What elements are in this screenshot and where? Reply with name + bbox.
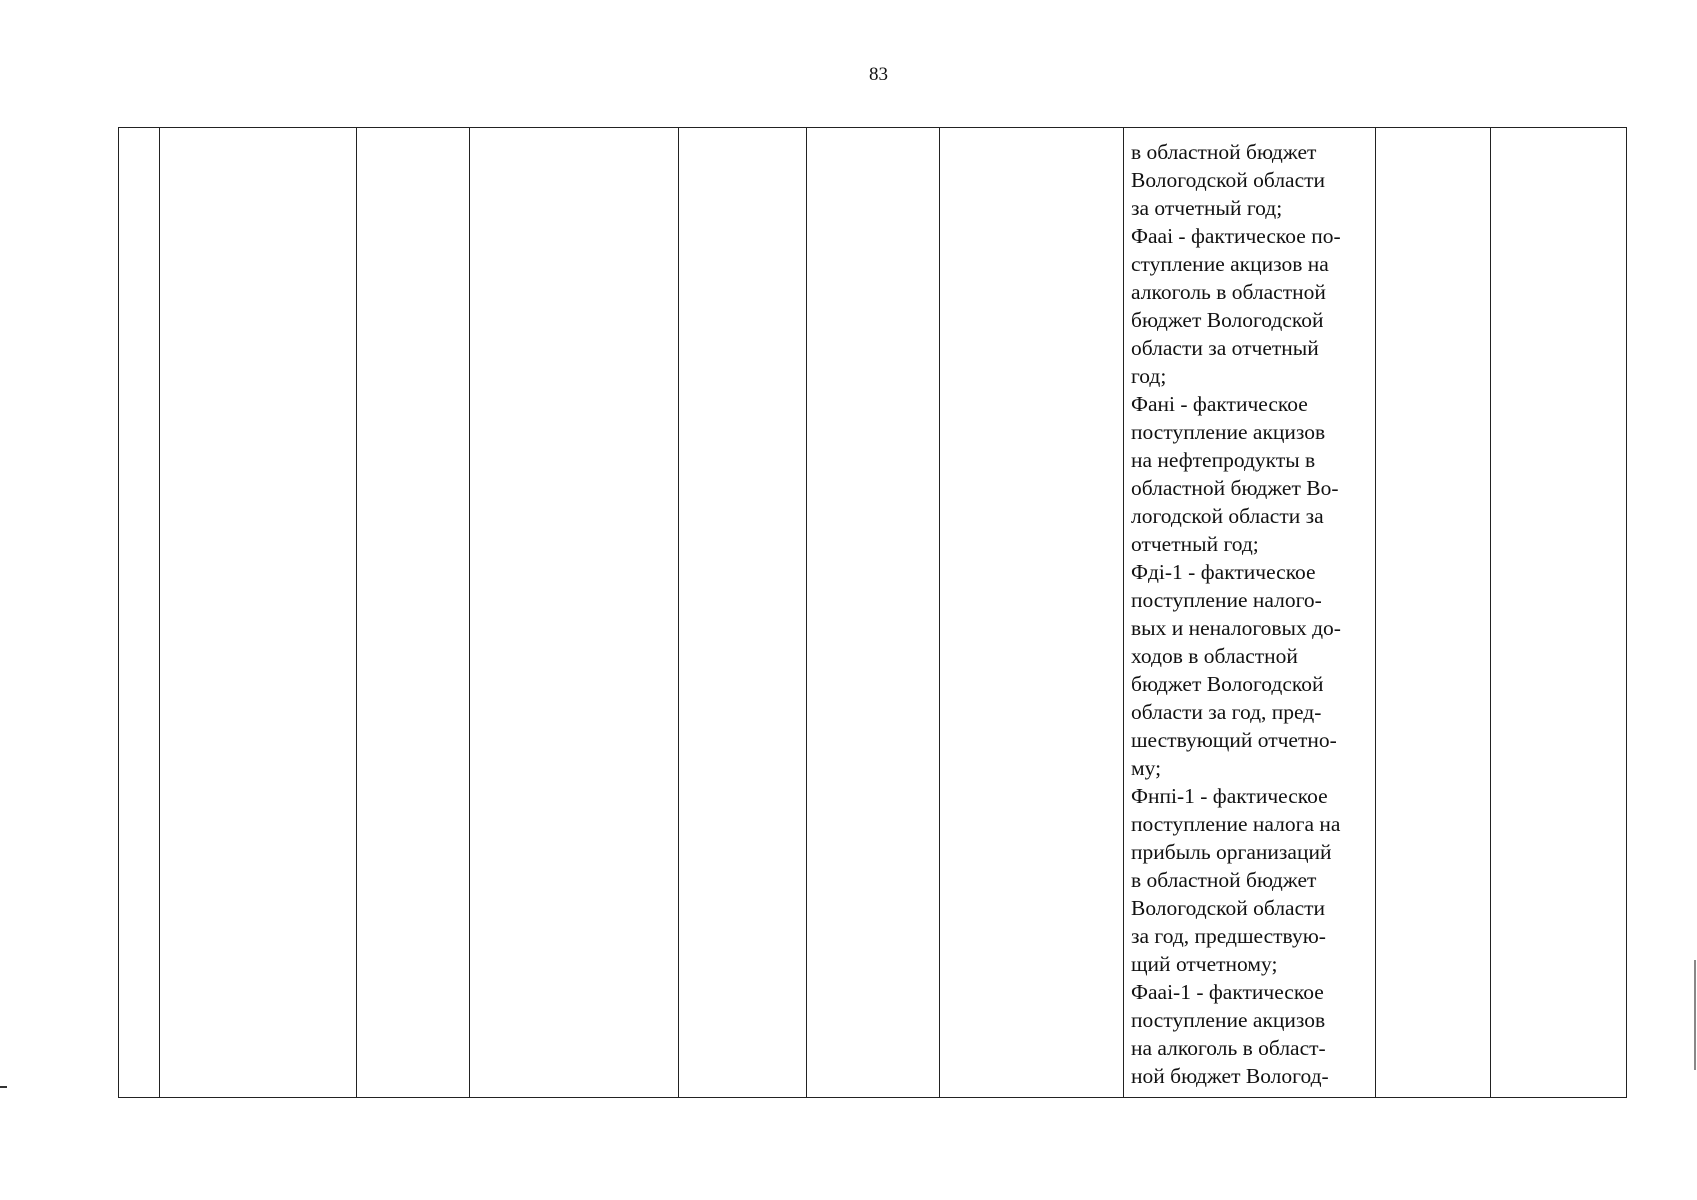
document-table	[118, 127, 1627, 1098]
table-cell-7	[940, 128, 1124, 1098]
table-cell-4	[470, 128, 679, 1098]
page-number: 83	[869, 64, 888, 85]
table-cell-10	[1491, 128, 1627, 1098]
table-cell-3	[357, 128, 470, 1098]
formula-description-cell: в областной бюджет Вологодской области за отчетный год; Фааі - фактическое по- ступление акцизов на алкоголь в областной бюджет Вологодской области за отчетный год; Фанi - фактическое поступление акцизов на нефтепродукты в областной бюджет Во- логодской области за отчетный год; Фдi-1 - фактическое поступление налого- вых и неналоговых до- ходов в областной бюджет Вологодской области за год, пред- шествующий отчетно- му; Фнпi-1 - фактическое поступление налога на прибыль организаций в областной бюджет Вологодской области за год, предшествую- щий отчетному; Фааi-1 - фактическое поступление акцизов на алкоголь в област- ной бюджет Вологод-	[1124, 128, 1376, 1098]
table-cell-5	[679, 128, 807, 1098]
table-cell-6	[807, 128, 940, 1098]
right-margin-mark	[1694, 960, 1696, 1070]
table-row	[119, 128, 1627, 1098]
table-cell-9	[1376, 128, 1491, 1098]
left-margin-mark	[0, 1086, 7, 1088]
table-cell-1	[119, 128, 160, 1098]
table-cell-2	[160, 128, 357, 1098]
